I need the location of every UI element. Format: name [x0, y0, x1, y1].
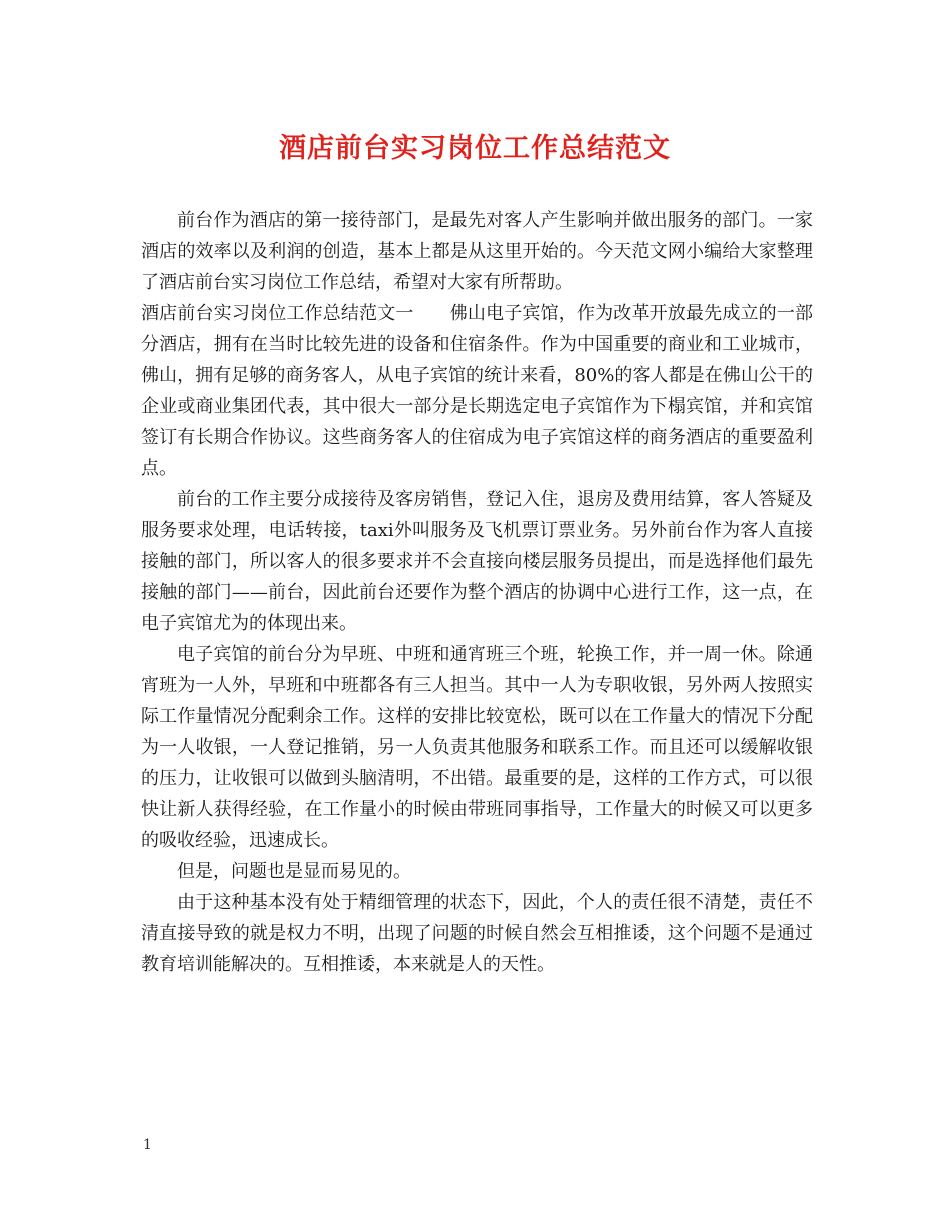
- document-body: [141, 205, 813, 980]
- section-heading: 酒店前台实习岗位工作总结范文一: [141, 303, 414, 324]
- paragraph-duties: 前台的工作主要分成接待及客房销售，登记入住，退房及费用结算，客人答疑及服务要求处理，电话转接，taxi外叫服务及飞机票订票业务。另外前台作为客人直接接触的部门，所以客人的很多要求并不会直接向楼层服务员提出，而是选择他们最先接触的部门——前台，因此前台还要作为整个酒店的协调中心进行工作，这一点，在电子宾馆尤为的体现出来。: [141, 489, 813, 634]
- paragraph-intro: 前台作为酒店的第一接待部门，是最先对客人产生影响并做出服务的部门。一家酒店的效率以及利润的创造，基本上都是从这里开始的。今天范文网小编给大家整理了酒店前台实习岗位工作总结，希望对大家有所帮助。: [141, 210, 813, 293]
- paragraph-responsibility: 由于这种基本没有处于精细管理的状态下，因此，个人的责任很不清楚，责任不清直接导致的就是权力不明，出现了问题的时候自然会互相推诿，这个问题不是通过教育培训能解决的。互相推诿，本来就是人的天性。: [141, 892, 813, 975]
- paragraph-section-one: [141, 298, 813, 484]
- section-one-text: 佛山电子宾馆，作为改革开放最先成立的一部分酒店，拥有在当时比较先进的设备和住宿条件。作为中国重要的商业和工业城市，佛山，拥有足够的商务客人，从电子宾馆的统计来看，80%的客人都是在佛山公干的企业或商业集团代表，其中很大一部分是长期选定电子宾馆作为下榻宾馆，并和宾馆签订有长期合作协议。这些商务客人的住宿成为电子宾馆这样的商务酒店的重要盈利点。: [141, 303, 814, 479]
- paragraph-shifts: 电子宾馆的前台分为早班、中班和通宵班三个班，轮换工作，并一周一休。除通宵班为一人外，早班和中班都各有三人担当。其中一人为专职收银，另外两人按照实际工作量情况分配剩余工作。这样的安排比较宽松，既可以在工作量大的情况下分配为一人收银，一人登记推销，另一人负责其他服务和联系工作。而且还可以缓解收银的压力，让收银可以做到头脑清明，不出错。最重要的是，这样的工作方式，可以很快让新人获得经验，在工作量小的时候由带班同事指导，工作量大的时候又可以更多的吸收经验，迅速成长。: [141, 644, 813, 851]
- paragraph-problem: 但是，问题也是显而易见的。: [177, 861, 411, 882]
- document-title: 酒店前台实习岗位工作总结范文: [279, 133, 671, 164]
- page-number: 1: [143, 1137, 152, 1153]
